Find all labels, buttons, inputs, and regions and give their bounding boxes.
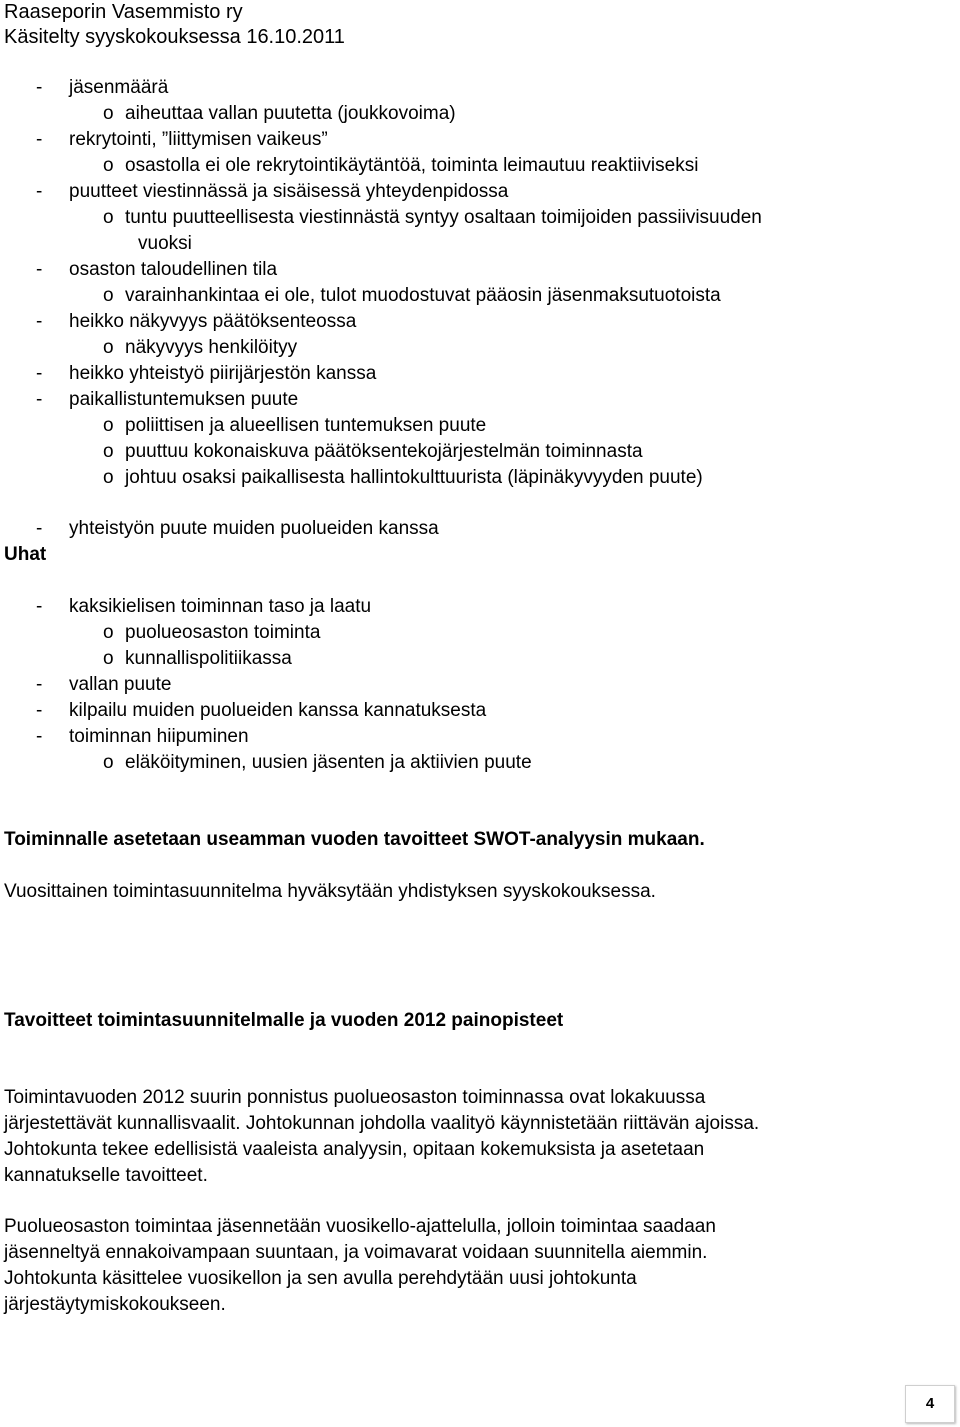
list-item-text: osaston taloudellinen tila <box>69 259 278 280</box>
page-number: 4 <box>905 1385 955 1423</box>
dash-marker: - <box>36 596 43 617</box>
list-item-text: toiminnan hiipuminen <box>69 726 249 747</box>
sub-list-item-text: poliittisen ja alueellisen tuntemuksen puute <box>125 415 487 436</box>
sub-list-item-text: eläköityminen, uusien jäsenten ja aktiivien puute <box>125 752 532 773</box>
bullet-marker: o <box>103 155 114 176</box>
page-header <box>4 0 345 50</box>
bullet-marker: o <box>103 285 114 306</box>
sub-list-item-text: johtuu osaksi paikallisesta hallintokulttuurista (läpinäkyvyyden puute) <box>125 467 703 488</box>
dash-marker: - <box>36 389 43 410</box>
paragraph-line: järjestettävät kunnallisvaalit. Johtokunnan johdolla vaalityö käynnistetään riittävän ajoissa. <box>4 1113 760 1134</box>
paragraph-line: jäsenneltyä ennakoivampaan suuntaan, ja voimavarat voidaan suunnitella aiemmin. <box>4 1242 708 1263</box>
list-item-text: jäsenmäärä <box>69 77 169 98</box>
paragraph-line: järjestäytymiskokoukseen. <box>4 1294 226 1315</box>
bullet-marker: o <box>103 415 114 436</box>
paragraph-line: Johtokunta käsittelee vuosikellon ja sen avulla perehdytään uusi johtokunta <box>4 1268 637 1289</box>
bullet-marker: o <box>103 467 114 488</box>
sub-list-item-text: osastolla ei ole rekrytointikäytäntöä, toiminta leimautuu reaktiiviseksi <box>125 155 699 176</box>
bullet-marker: o <box>103 441 114 462</box>
bullet-marker: o <box>103 337 114 358</box>
list-item-text: kaksikielisen toiminnan taso ja laatu <box>69 596 372 617</box>
list-item-text: yhteistyön puute muiden puolueiden kanssa <box>69 518 439 539</box>
paragraph-line: kannatukselle tavoitteet. <box>4 1165 208 1186</box>
sub-list-item-text: kunnallispolitiikassa <box>125 648 292 669</box>
dash-marker: - <box>36 363 43 384</box>
dash-marker: - <box>36 77 43 98</box>
dash-marker: - <box>36 726 43 747</box>
bullet-marker: o <box>103 752 114 773</box>
bullet-marker: o <box>103 103 114 124</box>
paragraph-line: Puolueosaston toimintaa jäsennetään vuosikello-ajattelulla, jolloin toimintaa saadaan <box>4 1216 716 1237</box>
list-item-text: puutteet viestinnässä ja sisäisessä yhteydenpidossa <box>69 181 509 202</box>
threats-heading: Uhat <box>4 544 47 565</box>
sub-list-item-text: tuntu puutteellisesta viestinnästä syntyy osaltaan toimijoiden passiivisuuden <box>125 207 762 228</box>
dash-marker: - <box>36 518 43 539</box>
sub-list-item-text: vuoksi <box>138 233 192 254</box>
sub-list-item-text: puolueosaston toiminta <box>125 622 321 643</box>
bullet-marker: o <box>103 622 114 643</box>
dash-marker: - <box>36 700 43 721</box>
sub-list-item-text: varainhankintaa ei ole, tulot muodostuvat pääosin jäsenmaksutuotoista <box>125 285 721 306</box>
list-item-text: kilpailu muiden puolueiden kanssa kannatuksesta <box>69 700 487 721</box>
sub-list-item-text: puuttuu kokonaiskuva päätöksentekojärjestelmän toiminnasta <box>125 441 643 462</box>
swot-statement: Toiminnalle asetetaan useamman vuoden tavoitteet SWOT-analyysin mukaan. <box>4 829 705 850</box>
list-item-text: rekrytointi, ”liittymisen vaikeus” <box>69 129 328 150</box>
paragraph-line: Johtokunta tekee edellisistä vaaleista analyysin, opitaan kokemuksista ja asetetaan <box>4 1139 705 1160</box>
meeting-note: Käsitelty syyskokouksessa 16.10.2011 <box>4 26 345 48</box>
list-item-text: heikko yhteistyö piirijärjestön kanssa <box>69 363 377 384</box>
dash-marker: - <box>36 674 43 695</box>
bullet-marker: o <box>103 648 114 669</box>
sub-list-item-text: näkyvyys henkilöityy <box>125 337 298 358</box>
sub-list-item-text: aiheuttaa vallan puutetta (joukkovoima) <box>125 103 456 124</box>
goals-heading: Tavoitteet toimintasuunnitelmalle ja vuoden 2012 painopisteet <box>4 1010 564 1031</box>
list-item-text: vallan puute <box>69 674 172 695</box>
annual-plan-statement: Vuosittainen toimintasuunnitelma hyväksytään yhdistyksen syyskokouksessa. <box>4 881 656 902</box>
organization-name: Raaseporin Vasemmisto ry <box>4 1 243 23</box>
dash-marker: - <box>36 181 43 202</box>
list-item-text: heikko näkyvyys päätöksenteossa <box>69 311 357 332</box>
dash-marker: - <box>36 259 43 280</box>
bullet-marker: o <box>103 207 114 228</box>
dash-marker: - <box>36 311 43 332</box>
dash-marker: - <box>36 129 43 150</box>
list-item-text: paikallistuntemuksen puute <box>69 389 299 410</box>
paragraph-line: Toimintavuoden 2012 suurin ponnistus puolueosaston toiminnassa ovat lokakuussa <box>4 1087 706 1108</box>
